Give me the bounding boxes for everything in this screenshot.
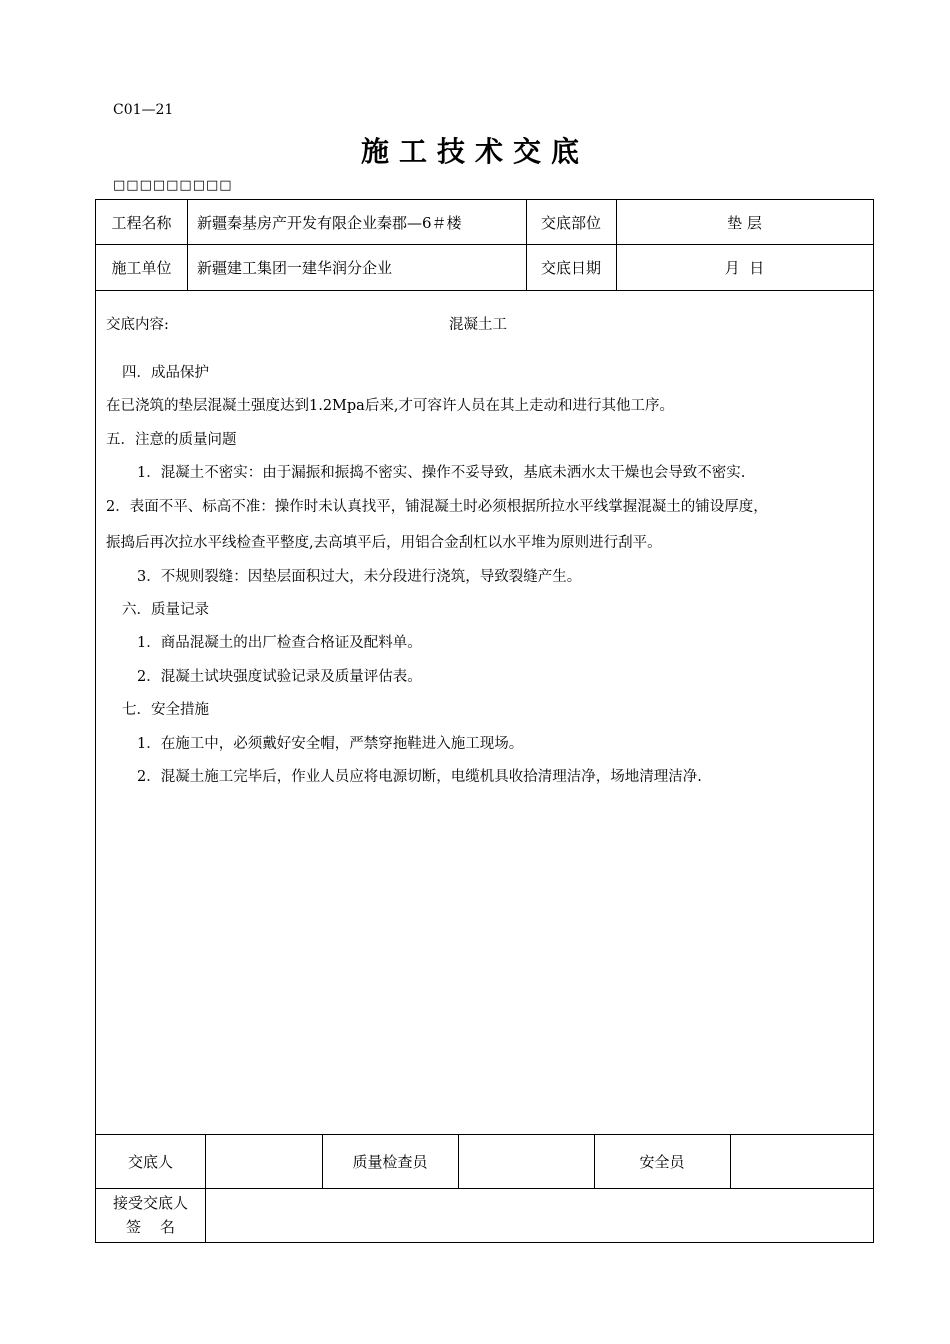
section-heading: 五．注意的质量问题	[106, 432, 237, 448]
paragraph-line: 振捣后再次拉水平线检查平整度,去高填平后，用铝合金刮杠以水平堆为原则进行刮平。	[106, 535, 662, 551]
content-topic: 混凝土工	[449, 317, 507, 333]
paragraph-line: 在已浇筑的垫层混凝土强度达到1.2Mpa后来,才可容许人员在其上走动和进行其他工序。	[106, 398, 674, 414]
list-item: 2．混凝土施工完毕后，作业人员应将电源切断，电缆机具收拾清理洁净，场地清理洁净.	[137, 769, 702, 785]
section-heading: 四．成品保护	[122, 365, 209, 381]
list-item: 1．在施工中，必须戴好安全帽，严禁穿拖鞋进入施工现场。	[137, 736, 524, 752]
presenter-signature-cell[interactable]	[205, 1134, 322, 1188]
safety-officer-label: 安全员	[639, 1152, 685, 1171]
placeholder-boxes: □□□□□□□□□	[113, 178, 233, 193]
receiver-label-line2: 签 名	[125, 1218, 176, 1236]
list-item: 2．混凝土试块强度试验记录及质量评估表。	[137, 669, 422, 685]
quality-inspector-signature-cell[interactable]	[458, 1134, 594, 1188]
safety-officer-signature-cell[interactable]	[730, 1134, 873, 1188]
receiver-label-line1: 接受交底人	[112, 1194, 188, 1212]
list-item: 1．混凝土不密实：由于漏振和振捣不密实、操作不妥导致，基底未洒水太干燥也会导致不密实.	[137, 465, 746, 481]
list-item: 1．商品混凝土的出厂检查合格证及配料单。	[137, 635, 422, 651]
construction-unit-value: 新疆建工集团一建华润分企业	[197, 258, 393, 277]
disclosure-form-table	[95, 199, 874, 1243]
col-divider	[187, 200, 188, 290]
page-title: 施工技术交底	[360, 135, 589, 168]
section-heading: 六．质量记录	[122, 602, 209, 618]
project-name-label: 工程名称	[111, 213, 172, 232]
receiver-label	[96, 1188, 205, 1242]
disclosure-date-value: 月 日	[724, 258, 765, 277]
section-heading: 七．安全措施	[122, 702, 209, 718]
construction-unit-label: 施工单位	[111, 258, 172, 277]
row-divider	[96, 290, 873, 291]
project-name-value: 新疆秦基房产开发有限企业秦郡—6＃楼	[197, 213, 462, 232]
presenter-label: 交底人	[127, 1152, 173, 1171]
disclosure-part-value: 垫 层	[727, 213, 762, 232]
disclosure-date-label: 交底日期	[540, 258, 601, 277]
disclosure-part-label: 交底部位	[540, 213, 601, 232]
list-item: 3．不规则裂缝：因垫层面积过大，未分段进行浇筑，导致裂缝产生。	[137, 569, 582, 585]
quality-inspector-label: 质量检查员	[352, 1152, 428, 1171]
document-code: C01—21	[113, 102, 174, 118]
list-item: 2．表面不平、标高不准：操作时未认真找平，铺混凝土时必须根据所拉水平线掌握混凝土的铺设厚度，	[106, 499, 768, 515]
content-label: 交底内容:	[106, 317, 169, 333]
receiver-signature-cell[interactable]	[205, 1188, 873, 1242]
